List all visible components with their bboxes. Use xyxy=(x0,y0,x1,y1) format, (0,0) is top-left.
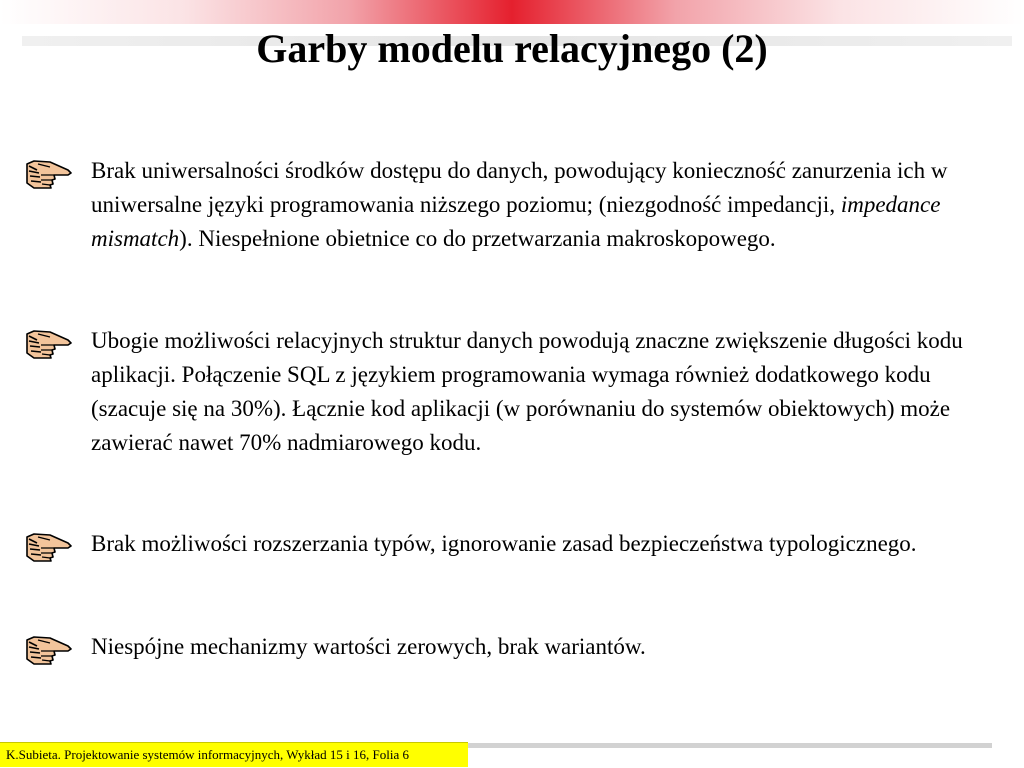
bullet-text: Brak uniwersalności środków dostępu do danych, powodujący konieczność zanurzenia ich w uniwersalne języki programowania niższego poziomu; (niezgodność impedancji, impedance mismatch). Niespełnione obietnice co do przetwarzania makroskopowego. xyxy=(91,158,948,251)
top-gradient-bar xyxy=(0,0,1024,24)
footer-divider xyxy=(468,743,992,748)
bullet-text: Ubogie możliwości relacyjnych struktur danych powodują znaczne zwiększenie długości kodu aplikacji. Połączenie SQL z językiem programowania wymaga również dodatkowego kodu (szacuje się na 30%). Łącznie kod aplikacji (w porównaniu do systemów obiektowych) może zawierać nawet 70% nadmiarowego kodu. xyxy=(91,328,963,455)
slide-title: Garby modelu relacyjnego (2) xyxy=(256,26,768,71)
pointing-hand-icon xyxy=(24,328,72,360)
pointing-hand-icon xyxy=(24,158,72,190)
pointing-hand-icon xyxy=(24,634,72,666)
footer-bar xyxy=(0,742,468,767)
bullet-text: Brak możliwości rozszerzania typów, ignorowanie zasad bezpieczeństwa typologicznego. xyxy=(91,531,917,556)
footer-text: K.Subieta. Projektowanie systemów informacyjnych, Wykład 15 i 16, Folia 6 xyxy=(6,747,409,762)
pointing-hand-icon xyxy=(24,531,72,563)
bullet-text: Niespójne mechanizmy wartości zerowych, brak wariantów. xyxy=(91,634,646,659)
